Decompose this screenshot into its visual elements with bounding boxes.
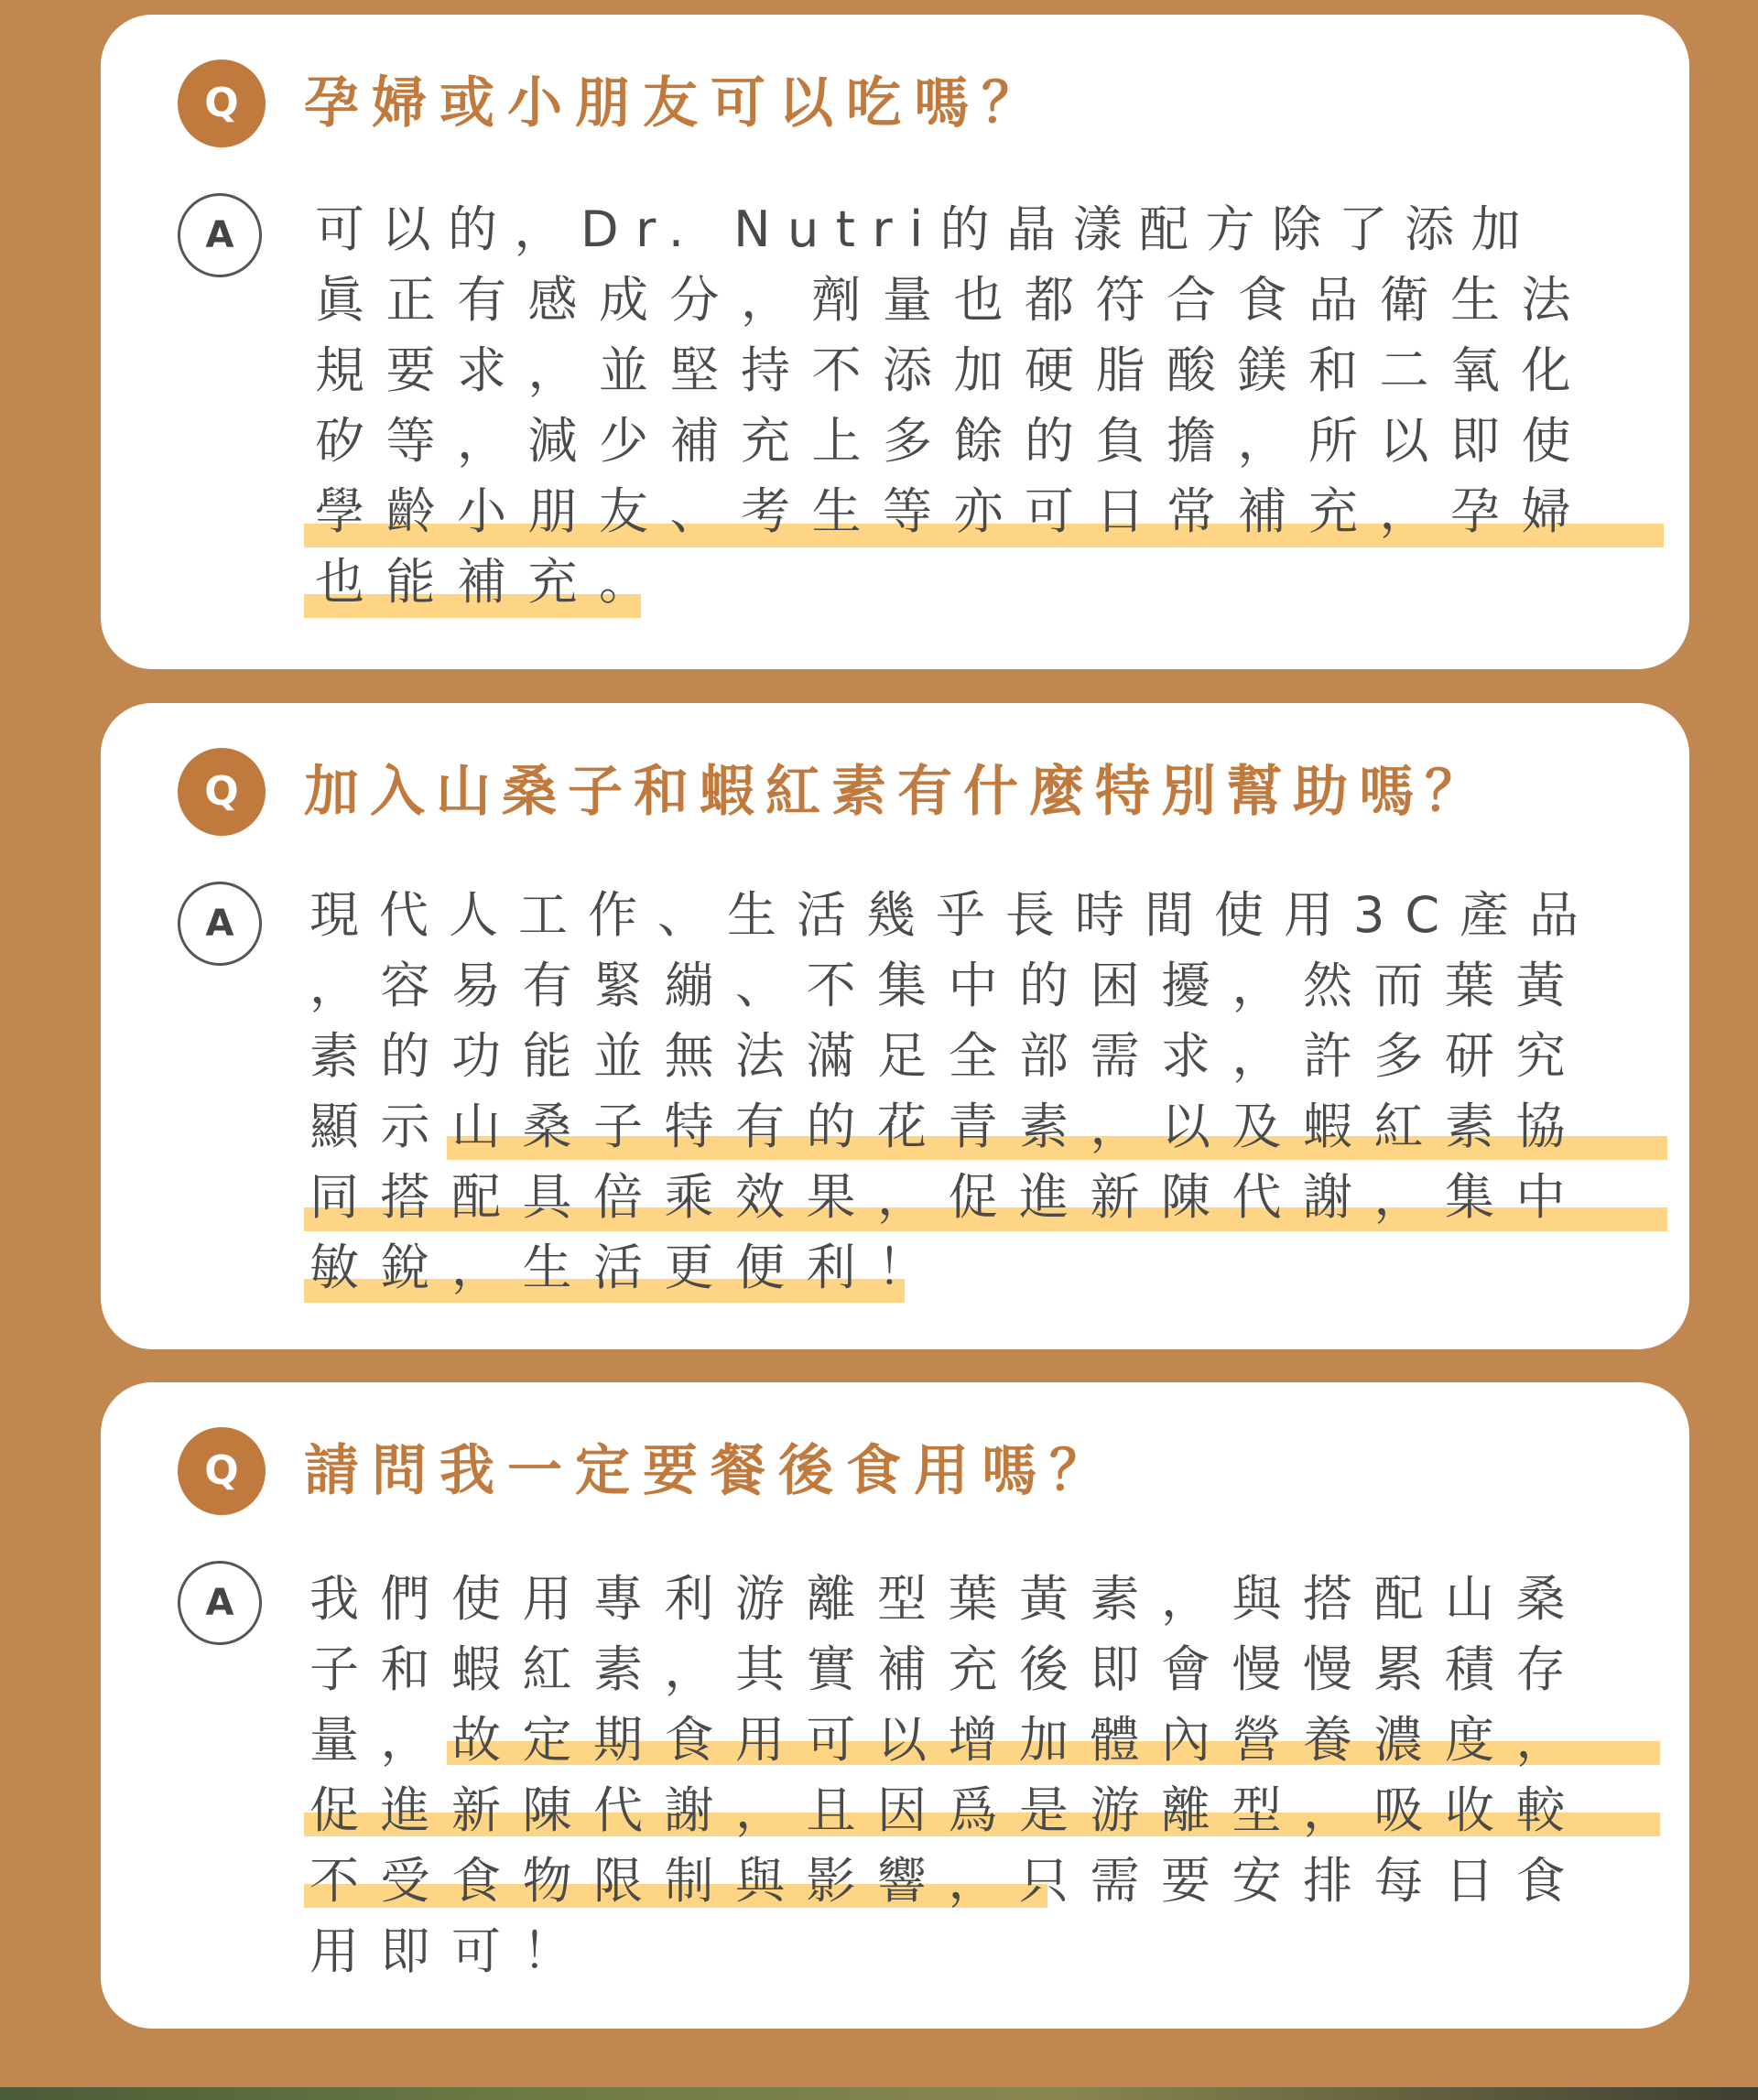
answer-badge: A [178,1561,262,1645]
answer-badge: A [178,882,262,966]
answer-line: 可以的，Dr. Nutri的晶漾配方除了添加 [315,200,1538,258]
faq-card-1 [101,15,1689,669]
answer-line: 規要求，並堅持不添加硬脂酸鎂和二氧化 [315,341,1592,399]
answer-line: 現代人工作、生活幾乎長時間使用3C產品 [309,886,1600,944]
answer-line: 顯示山桑子特有的花青素，以及蝦紅素協 [309,1098,1587,1155]
answer-badge: A [178,193,262,277]
answer-line: 素的功能並無法滿足全部需求，許多研究 [309,1027,1587,1085]
answer-line: ，容易有緊繃、不集中的困擾，然而葉黃 [309,957,1587,1014]
answer-line: 不受食物限制與影響，只需要安排每日食 [309,1852,1587,1910]
answer-line: 促進新陳代謝，且因爲是游離型，吸收較 [309,1781,1587,1839]
answer-line: 矽等，減少補充上多餘的負擔，所以即使 [315,412,1592,470]
question-badge: Q [178,748,266,836]
question-title: 加入山桑子和蝦紅素有什麼特別幫助嗎？ [304,760,1491,824]
question-title: 孕婦或小朋友可以吃嗎？ [304,71,1049,135]
answer-line: 眞正有感成分，劑量也都符合食品衛生法 [315,271,1592,329]
question-badge: Q [178,60,266,147]
bottom-image-edge [0,2087,1758,2100]
answer-line: 我們使用專利游離型葉黃素，與搭配山桑 [309,1570,1587,1628]
answer-line: 量，故定期食用可以增加體內營養濃度， [309,1711,1587,1769]
answer-line: 用即可！ [309,1922,593,1980]
faq-card-2 [101,703,1689,1349]
answer-line: 學齡小朋友、考生等亦可日常補充，孕婦 [315,482,1592,540]
faq-card-3 [101,1382,1689,2029]
answer-line: 也能補充。 [315,553,670,611]
question-badge: Q [178,1427,266,1515]
answer-line: 子和蝦紅素，其實補充後即會慢慢累積存 [309,1640,1587,1698]
answer-line: 敏銳，生活更便利！ [309,1239,949,1296]
answer-line: 同搭配具倍乘效果，促進新陳代謝，集中 [309,1168,1587,1226]
question-title: 請問我一定要餐後食用嗎？ [304,1439,1117,1503]
